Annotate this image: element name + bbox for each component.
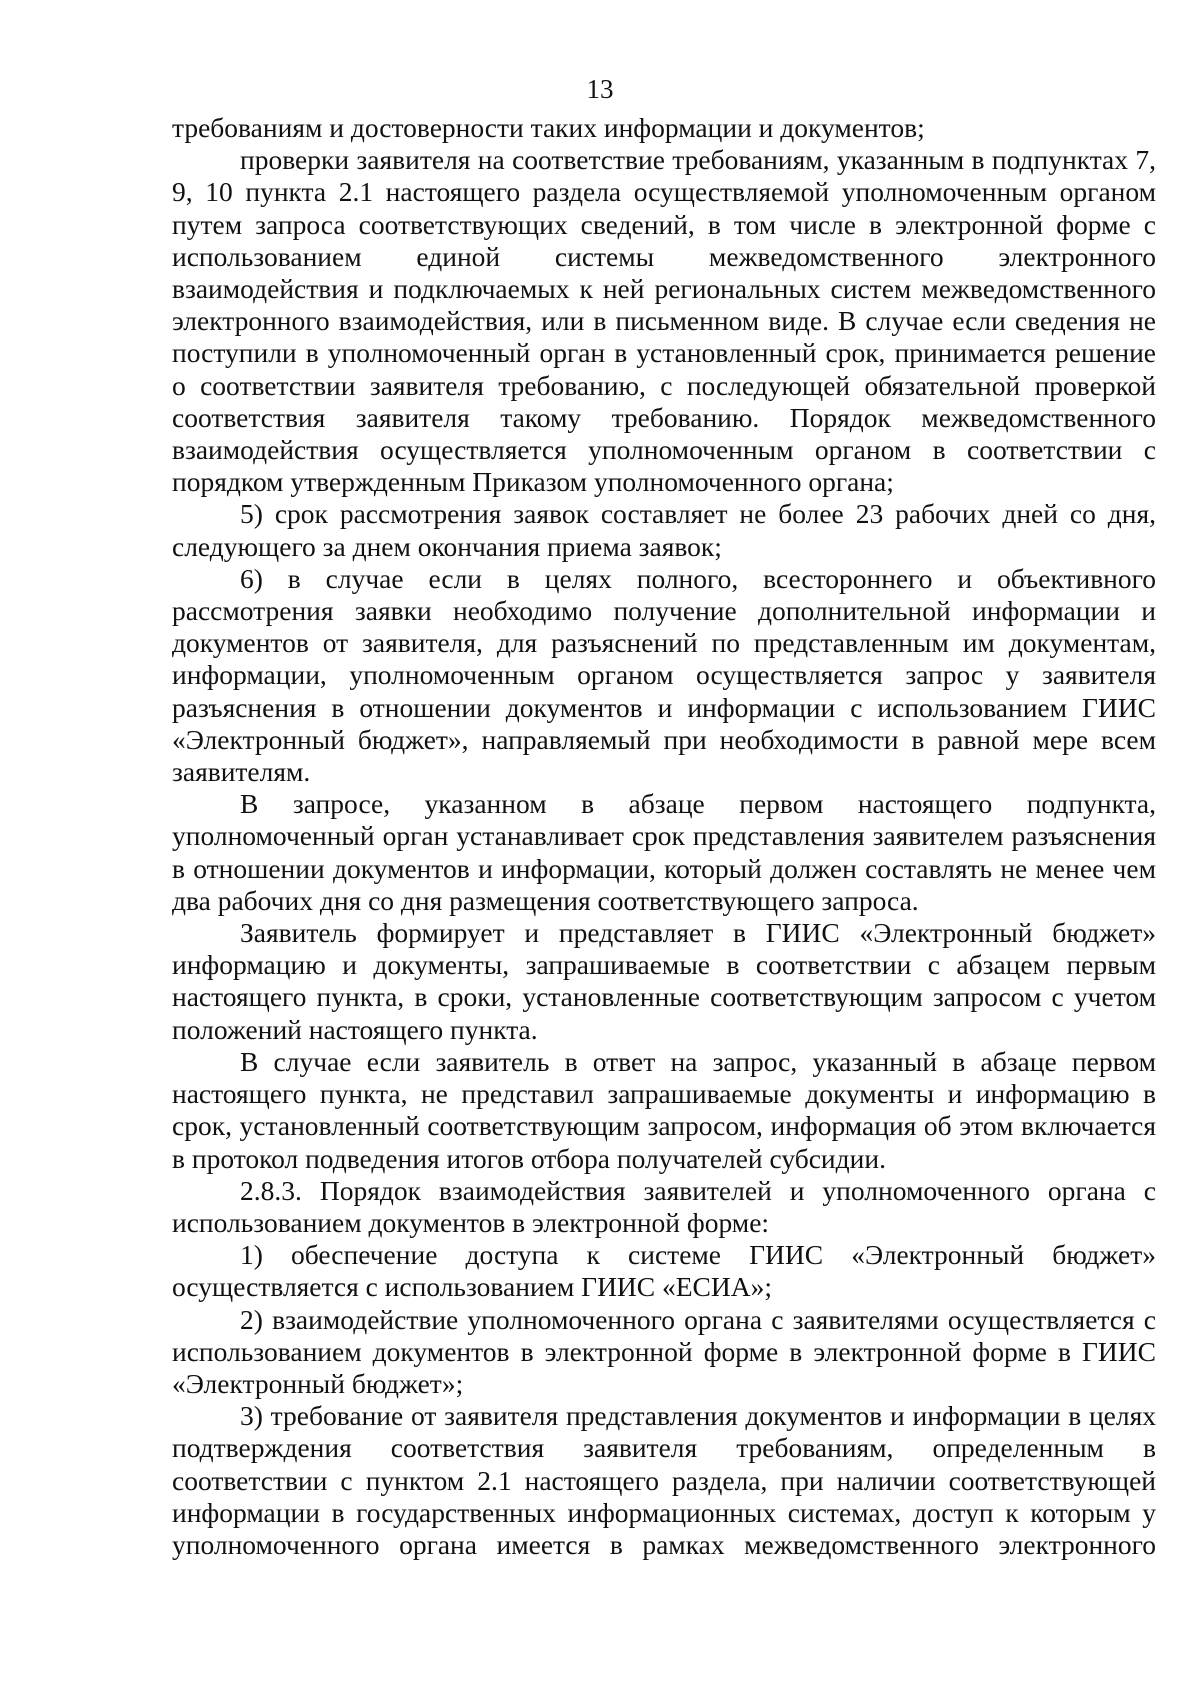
paragraph-item-2: 2) взаимодействие уполномоченного органа с заявителями осуществляется с использованием документов в электронной форме в электронной форме в ГИИС «Электронный бюджет»; — [172, 1303, 1156, 1399]
paragraph-request-deadline: В запросе, указанном в абзаце первом настоящего подпункта, уполномоченный орган устанавливает срок представления заявителем разъяснения в отношении документов и информации, который должен составлять не менее чем два рабочих дня со дня размещения соответствующего запроса. — [172, 788, 1156, 916]
paragraph-item-6: 6) в случае если в целях полного, всестороннего и объективного рассмотрения заявки необходимо получение дополнительной информации и документов от заявителя, для разъяснений по представленным им документам, информации, уполномоченным органом осуществляется запрос у заявителя разъяснения в отношении документов и информации с использованием ГИИС «Электронный бюджет», направляемый при необходимости в равной мере всем заявителям. — [172, 562, 1156, 788]
paragraph-continuation: требованиям и достоверности таких информации и документов; — [172, 112, 925, 143]
paragraph-applicant-verification: проверки заявителя на соответствие требованиям, указанным в подпунктах 7, 9, 10 пункта 2.1 настоящего раздела осуществляемой уполномоченным органом путем запроса соответствующих сведений, в том числе в электронной форме с использованием единой системы межведомственного электронного взаимодействия и подключаемых к ней региональных систем межведомственного электронного взаимодействия, или в письменном виде. В случае если сведения не поступили в уполномоченный орган в установленный срок, принимается решение о соответствии заявителя требованию, с последующей обязательной проверкой соответствия заявителя такому требованию. Порядок межведомственного взаимодействия осуществляется уполномоченным органом в соответствии с порядком утвержденным Приказом уполномоченного органа; — [172, 144, 1156, 498]
paragraph-section-2-8-3: 2.8.3. Порядок взаимодействия заявителей и уполномоченного органа с использованием документов в электронной форме: — [172, 1174, 1156, 1238]
paragraph-no-response: В случае если заявитель в ответ на запрос, указанный в абзаце первом настоящего пункта, не представил запрашиваемые документы и информацию в срок, установленный соответствующим запросом, информация об этом включается в протокол подведения итогов отбора получателей субсидии. — [172, 1045, 1156, 1174]
paragraph-applicant-submits: Заявитель формирует и представляет в ГИИС «Электронный бюджет» информацию и документы, запрашиваемые в соответствии с абзацем первым настоящего пункта, в сроки, установленные соответствующим запросом с учетом положений настоящего пункта. — [172, 917, 1156, 1045]
paragraph-item-1: 1) обеспечение доступа к системе ГИИС «Электронный бюджет» осуществляется с использованием ГИИС «ЕСИА»; — [172, 1239, 1156, 1303]
paragraph-item-5: 5) срок рассмотрения заявок составляет не более 23 рабочих дней со дня, следующего за днем окончания приема заявок; — [172, 498, 1156, 562]
page-number: 13 — [586, 74, 614, 104]
document-body — [172, 112, 1156, 1561]
paragraph-item-3: 3) требование от заявителя представления документов и информации в целях подтверждения соответствия заявителя требованиям, определенным в соответствии с пунктом 2.1 настоящего раздела, при наличии соответствующей информации в государственных информационных системах, доступ к которым у уполномоченного органа имеется в рамках межведомственного электронного — [172, 1400, 1156, 1560]
